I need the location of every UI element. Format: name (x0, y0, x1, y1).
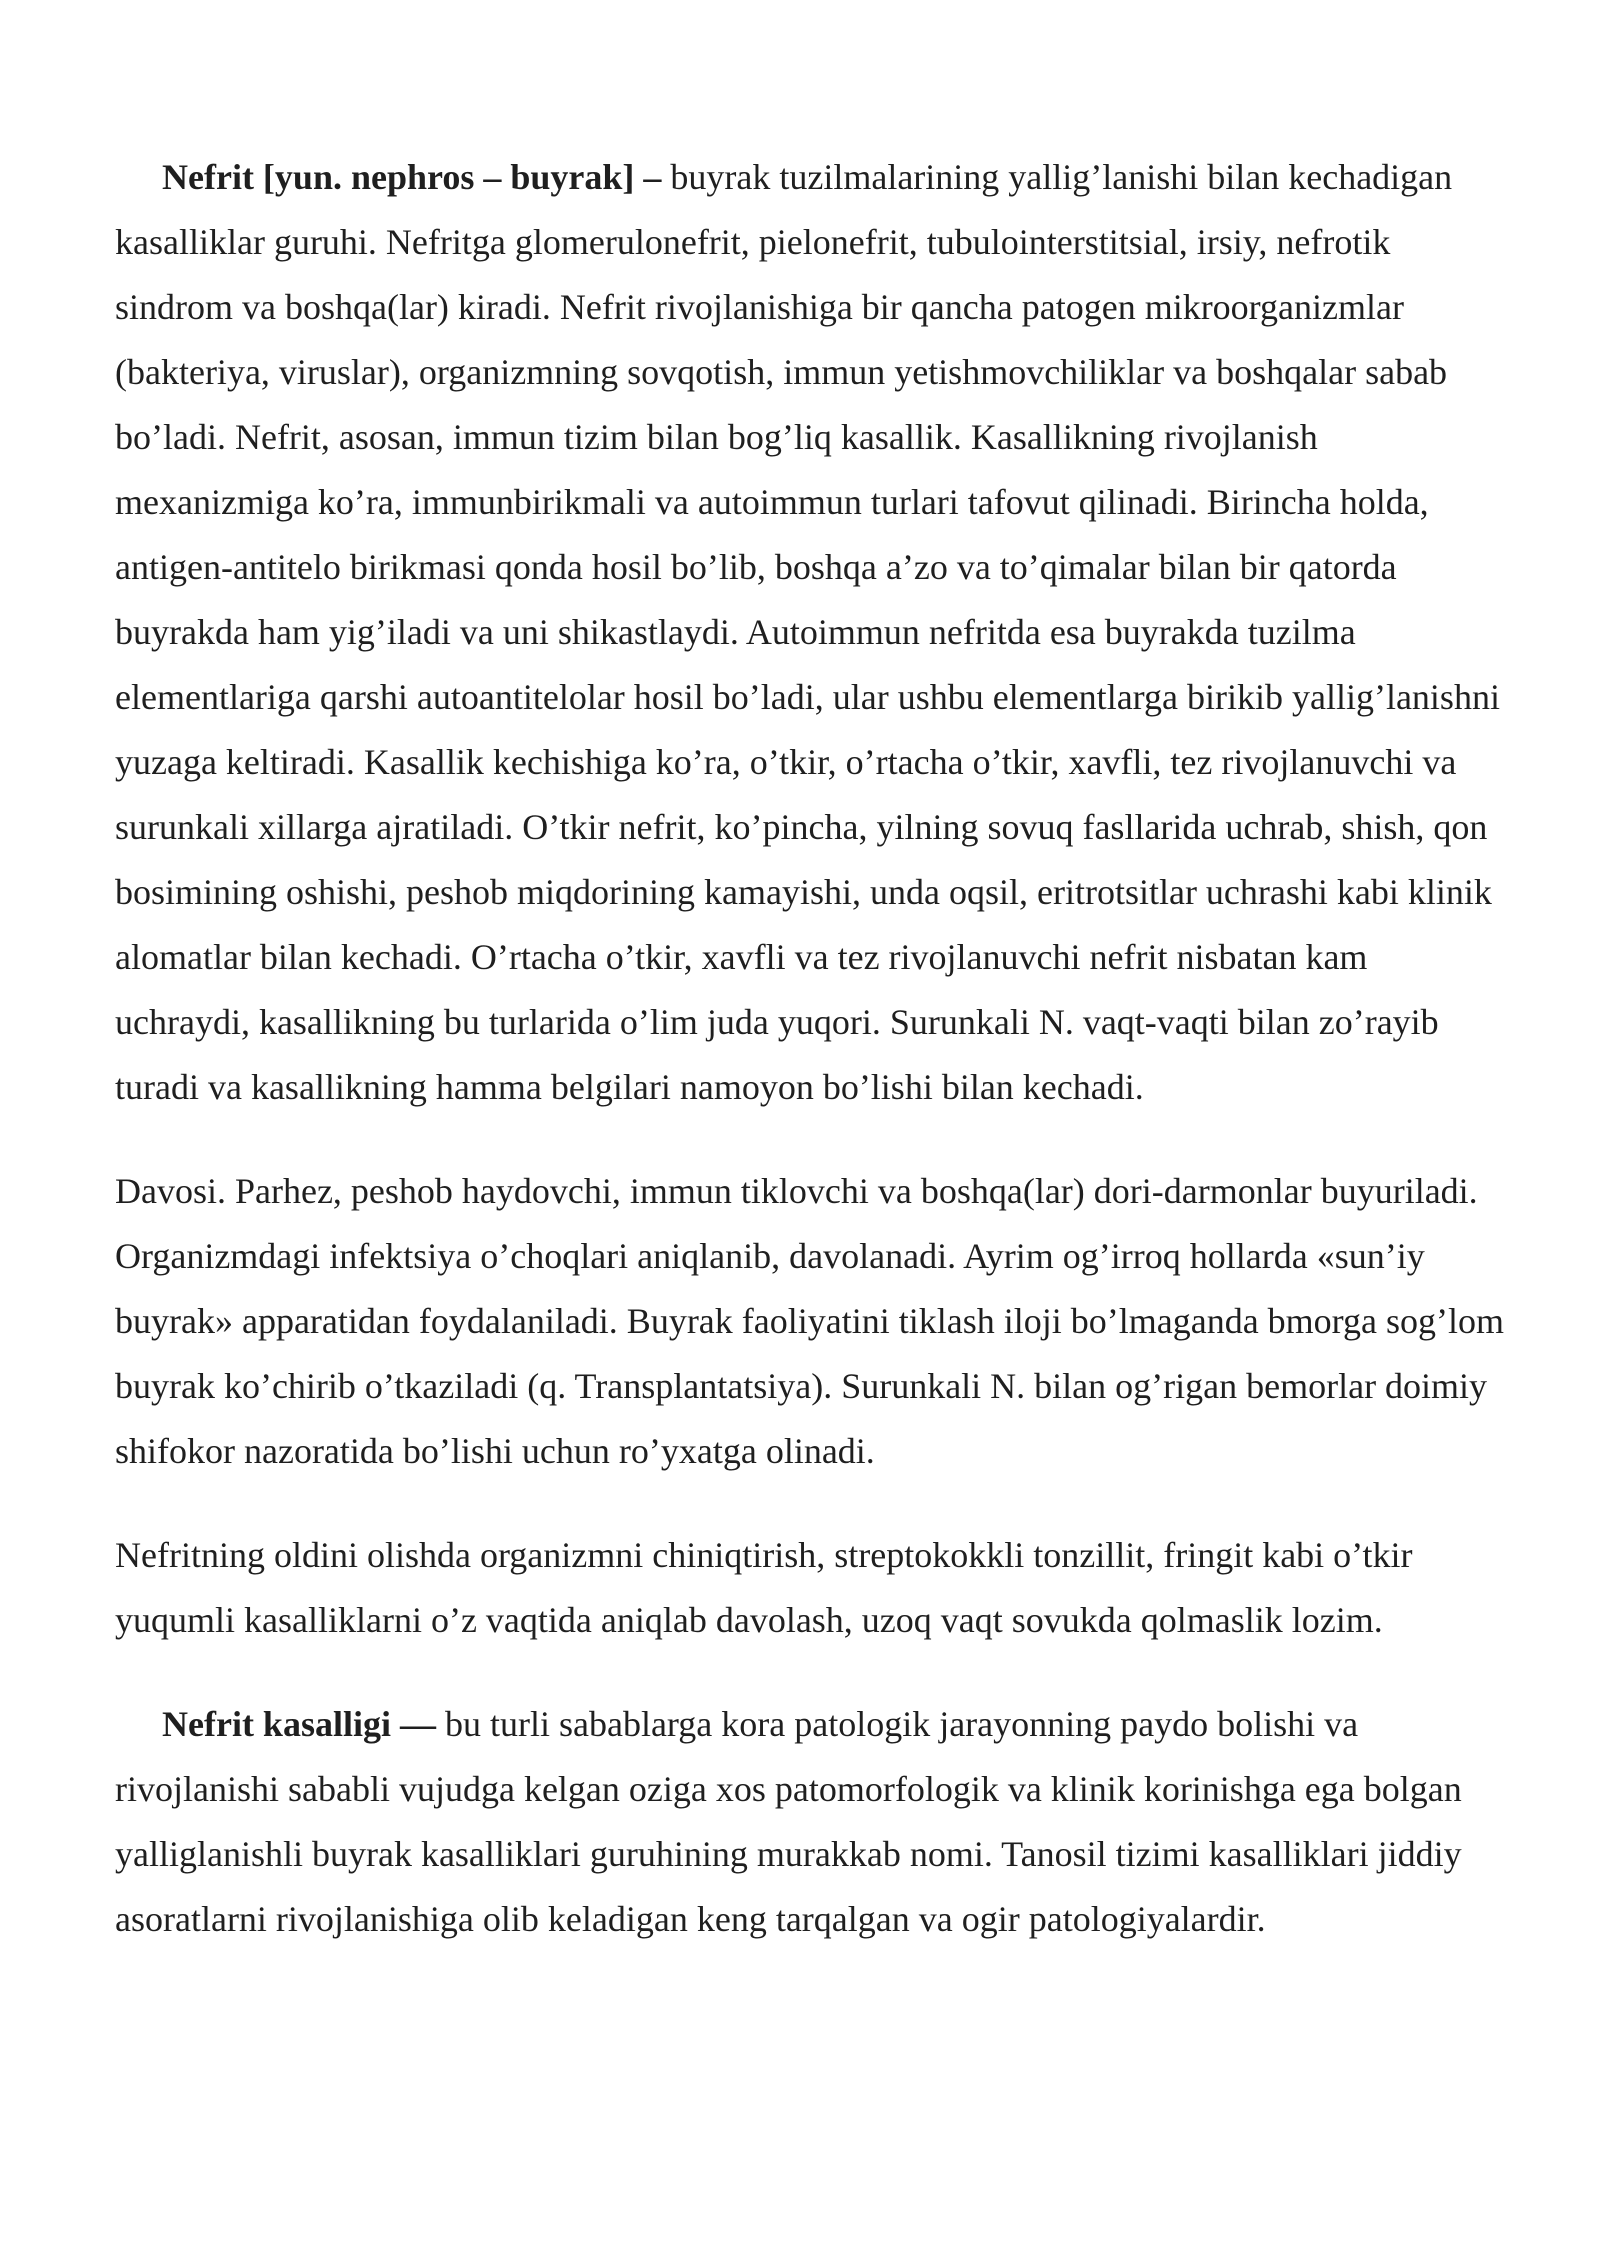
paragraph-text: Davosi. Parhez, peshob haydovchi, immun tiklovchi va boshqa(lar) dori-darmonlar buyuriladi. Organizmdagi infektsiya o’choqlari aniqlanib, davolanadi. Ayrim og’irroq hollarda «sun’iy buyrak» apparatidan foydalaniladi. Buyrak faoliyatini tiklash iloji bo’lmaganda bmorga sog’lom buyrak ko’chirib o’tkaziladi (q. Transplantatsiya). Surunkali N. bilan og’rigan bemorlar doimiy shifokor nazoratida bo’lishi uchun ro’yxatga olinadi. (115, 1171, 1504, 1471)
paragraph-text: buyrak tuzilmalarining yallig’lanishi bilan kechadigan kasalliklar guruhi. Nefritga glomerulonefrit, pielonefrit, tubulointerstitsial, irsiy, nefrotik sindrom va boshqa(lar) kiradi. Nefrit rivojlanishiga bir qancha patogen mikroorganizmlar (bakteriya, viruslar), organizmning sovqotish, immun yetishmovchiliklar va boshqalar sabab bo’ladi. Nefrit, asosan, immun tizim bilan bog’liq kasallik. Kasallikning rivojlanish mexanizmiga ko’ra, immunbirikmali va autoimmun turlari tafovut qilinadi. Birincha holda, antigen-antitelo birikmasi qonda hosil bo’lib, boshqa a’zo va to’qimalar bilan bir qatorda buyrakda ham yig’iladi va uni shikastlaydi. Autoimmun nefritda esa buyrakda tuzilma elementlariga qarshi autoantitelolar hosil bo’ladi, ular ushbu elementlarga birikib yallig’lanishni yuzaga keltiradi. Kasallik kechishiga ko’ra, o’tkir, o’rtacha o’tkir, xavfli, tez rivojlanuvchi va surunkali xillarga ajratiladi. O’tkir nefrit, ko’pincha, yilning sovuq fasllarida uchrab, shish, qon bosimining oshishi, peshob miqdorining kamayishi, unda oqsil, eritrotsitlar uchrashi kabi klinik alomatlar bilan kechadi. O’rtacha o’tkir, xavfli va tez rivojlanuvchi nefrit nisbatan kam uchraydi, kasallikning bu turlarida o’lim juda yuqori. Surunkali N. vaqt-vaqti bilan zo’rayib turadi va kasallikning hamma belgilari namoyon bo’lishi bilan kechadi. (115, 157, 1500, 1107)
paragraph-davosi (115, 1159, 1508, 1484)
paragraph-text: bu turli sabablarga kora patologik jarayonning paydo bolishi va rivojlanishi sababli vujudga kelgan oziga xos patomorfologik va klinik korinishga ega bolgan yalliglanishli buyrak kasalliklari guruhining murakkab nomi. Tanosil tizimi kasalliklari jiddiy asoratlarni rivojlanishiga olib keladigan keng tarqalgan va ogir patologiyalardir. (115, 1704, 1462, 1939)
paragraph-nefrit-kasalligi (115, 1692, 1508, 1952)
term-nefrit: Nefrit [yun. nephros – buyrak] – (162, 157, 662, 197)
paragraph-nefrit-definition (115, 145, 1508, 1120)
term-nefrit-kasalligi: Nefrit kasalligi — (162, 1704, 436, 1744)
paragraph-prevention (115, 1523, 1508, 1653)
paragraph-text: Nefritning oldini olishda organizmni chiniqtirish, streptokokkli tonzillit, fringit kabi o’tkir yuqumli kasalliklarni o’z vaqtida aniqlab davolash, uzoq vaqt sovukda qolmaslik lozim. (115, 1535, 1413, 1640)
